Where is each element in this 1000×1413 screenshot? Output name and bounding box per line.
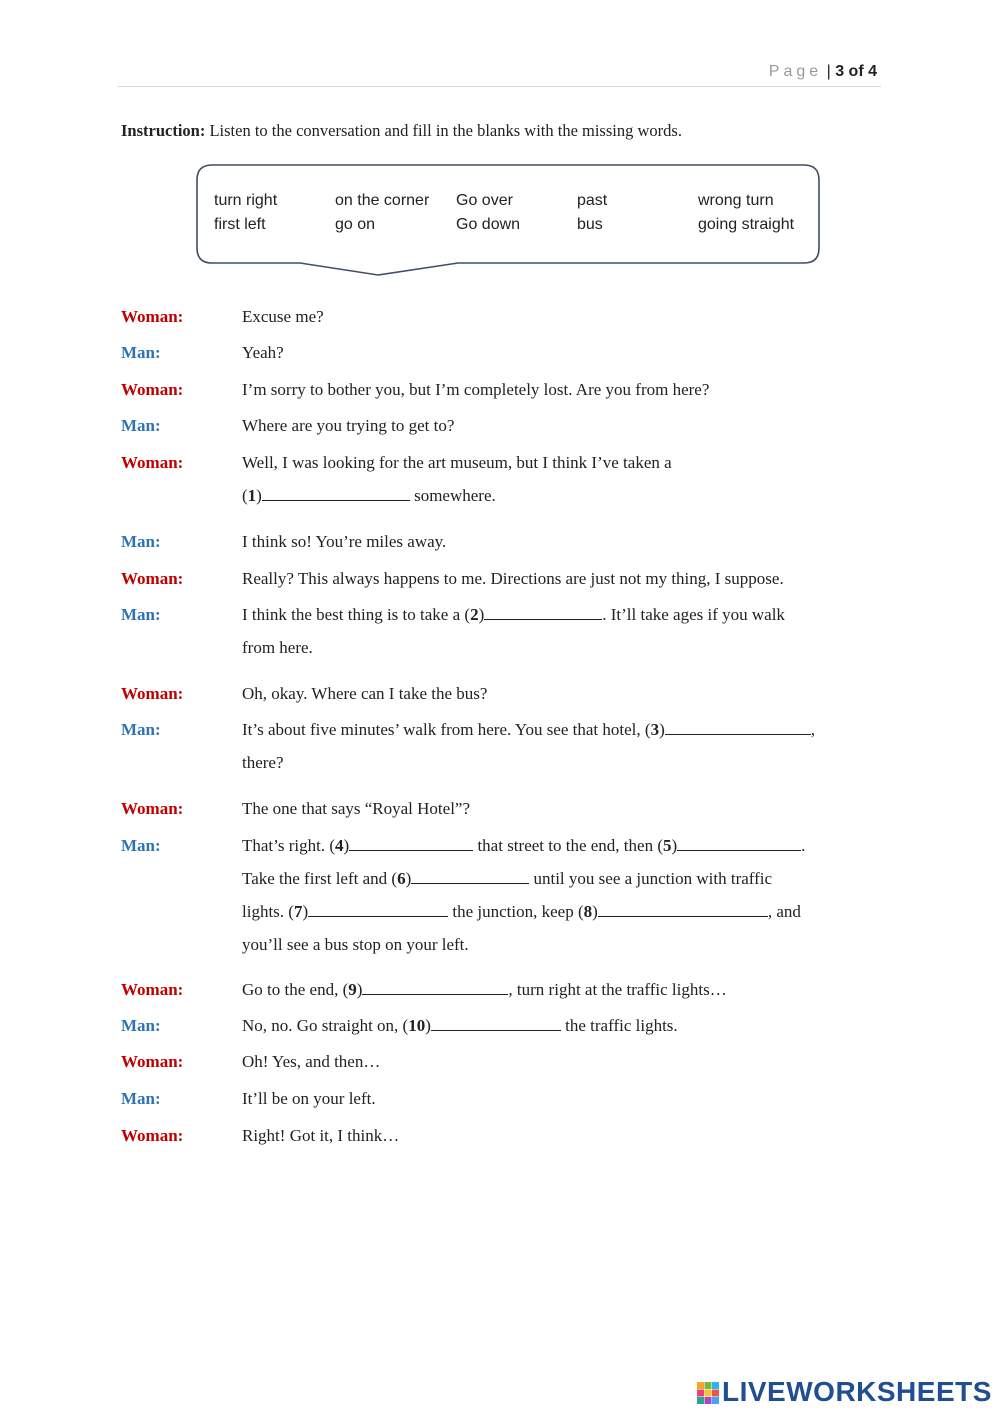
blank-number: 7 [293,902,303,921]
utterance [242,562,882,595]
utterance [242,336,882,369]
answer-blank-7[interactable] [308,902,448,917]
utterance-line: I’m sorry to bother you, but I’m completely lost. Are you from here? [242,380,710,399]
utterance-line: you’ll see a bus stop on your left. [242,935,469,954]
utterance-line: Oh! Yes, and then… [242,1052,381,1071]
utterance-line: Right! Got it, I think… [242,1126,400,1145]
speaker-woman: Woman: [121,380,184,399]
blank-number: 6 [397,869,406,888]
logo-text: LIVEWORKSHEETS [722,1376,992,1407]
answer-blank-6[interactable] [411,869,529,884]
speaker-man: Man: [121,1089,161,1108]
speaker-woman: Woman: [121,684,184,703]
utterance [242,446,882,512]
utterance-line: (1) somewhere. [242,486,496,505]
utterance [242,300,882,333]
answer-blank-1[interactable] [262,486,410,501]
page-count: 3 of 4 [835,63,877,80]
word-item: past [577,192,608,209]
page-number: Page | 3 of 4 [768,63,877,80]
blank-number: 9 [348,980,357,999]
utterance-line: It’ll be on your left. [242,1089,376,1108]
word-item: bus [577,216,603,233]
word-item: wrong turn [698,192,774,209]
word-column-1 [214,189,277,237]
answer-blank-3[interactable] [665,720,811,735]
word-column-3 [456,189,520,237]
blank-number: 10 [408,1016,426,1035]
utterance [242,525,882,558]
utterance [242,1045,882,1078]
answer-blank-4[interactable] [349,836,473,851]
answer-blank-10[interactable] [431,1016,561,1031]
utterance [242,373,882,406]
answer-blank-5[interactable] [677,836,801,851]
speaker-woman: Woman: [121,799,184,818]
liveworksheets-logo-icon [697,1382,719,1404]
utterance [242,1082,882,1115]
utterance-line: The one that says “Royal Hotel”? [242,799,471,818]
utterance-line: Go to the end, (9) , turn right at the traffic lights… [242,980,727,999]
utterance-line: Really? This always happens to me. Directions are just not my thing, I suppose. [242,569,784,588]
utterance [242,677,882,710]
word-item: going straight [698,216,795,233]
speaker-man: Man: [121,343,161,362]
speaker-woman: Woman: [121,453,184,472]
speaker-man: Man: [121,416,161,435]
speaker-woman: Woman: [121,307,184,326]
word-item: on the corner [335,192,430,209]
speaker-man: Man: [121,720,161,739]
blank-number: 8 [583,902,593,921]
instruction-label: Instruction: [121,121,206,140]
utterance-line: I think the best thing is to take a (2) . It’ll take ages if you walk [242,605,785,624]
utterance-line: Oh, okay. Where can I take the bus? [242,684,488,703]
speaker-man: Man: [121,532,161,551]
word-item: Go down [456,216,521,233]
speaker-man: Man: [121,836,161,855]
utterance-line: Well, I was looking for the art museum, but I think I’ve taken a [242,453,672,472]
speaker-woman: Woman: [121,980,184,999]
word-column-4 [577,189,607,237]
utterance [242,1009,882,1042]
page-header [118,60,881,87]
utterance [242,829,882,961]
utterance-line: there? [242,753,284,772]
utterance [242,973,882,1006]
word-item: turn right [214,192,278,209]
word-column-2 [335,189,429,237]
blank-number: 5 [663,836,672,855]
utterance-line: I think so! You’re miles away. [242,532,447,551]
utterance [242,713,882,779]
utterance [242,598,882,664]
instruction [121,121,682,141]
answer-blank-8[interactable] [598,902,768,917]
utterance-line: Take the first left and (6) until you see a junction with traffic [242,869,773,888]
blank-number: 4 [335,836,344,855]
instruction-text: Listen to the conversation and fill in the blanks with the missing words. [209,121,682,140]
utterance-line: No, no. Go straight on, (10) the traffic lights. [242,1016,678,1035]
blank-number: 1 [247,486,257,505]
utterance [242,409,882,442]
utterance-line: lights. (7) the junction, keep (8) , and [242,902,801,921]
utterance-line: It’s about five minutes’ walk from here. You see that hotel, (3) , [242,720,815,739]
blank-number: 2 [470,605,479,624]
utterance [242,1119,882,1152]
blank-number: 3 [650,720,660,739]
speaker-woman: Woman: [121,1052,184,1071]
answer-blank-2[interactable] [484,605,602,620]
speaker-man: Man: [121,605,161,624]
word-item: Go over [456,192,513,209]
answer-blank-9[interactable] [362,980,508,995]
word-item: first left [214,216,266,233]
speaker-woman: Woman: [121,1126,184,1145]
utterance-line: Yeah? [242,343,284,362]
utterance-line: That’s right. (4) that street to the end, then (5) . [242,836,806,855]
word-column-5 [698,189,794,237]
word-item: go on [335,216,376,233]
utterance-line: from here. [242,638,313,657]
utterance-line: Where are you trying to get to? [242,416,455,435]
speaker-woman: Woman: [121,569,184,588]
speaker-man: Man: [121,1016,161,1035]
word-bank [196,164,820,264]
page-word: Page [768,63,823,80]
utterance [242,792,882,825]
utterance-line: Excuse me? [242,307,324,326]
